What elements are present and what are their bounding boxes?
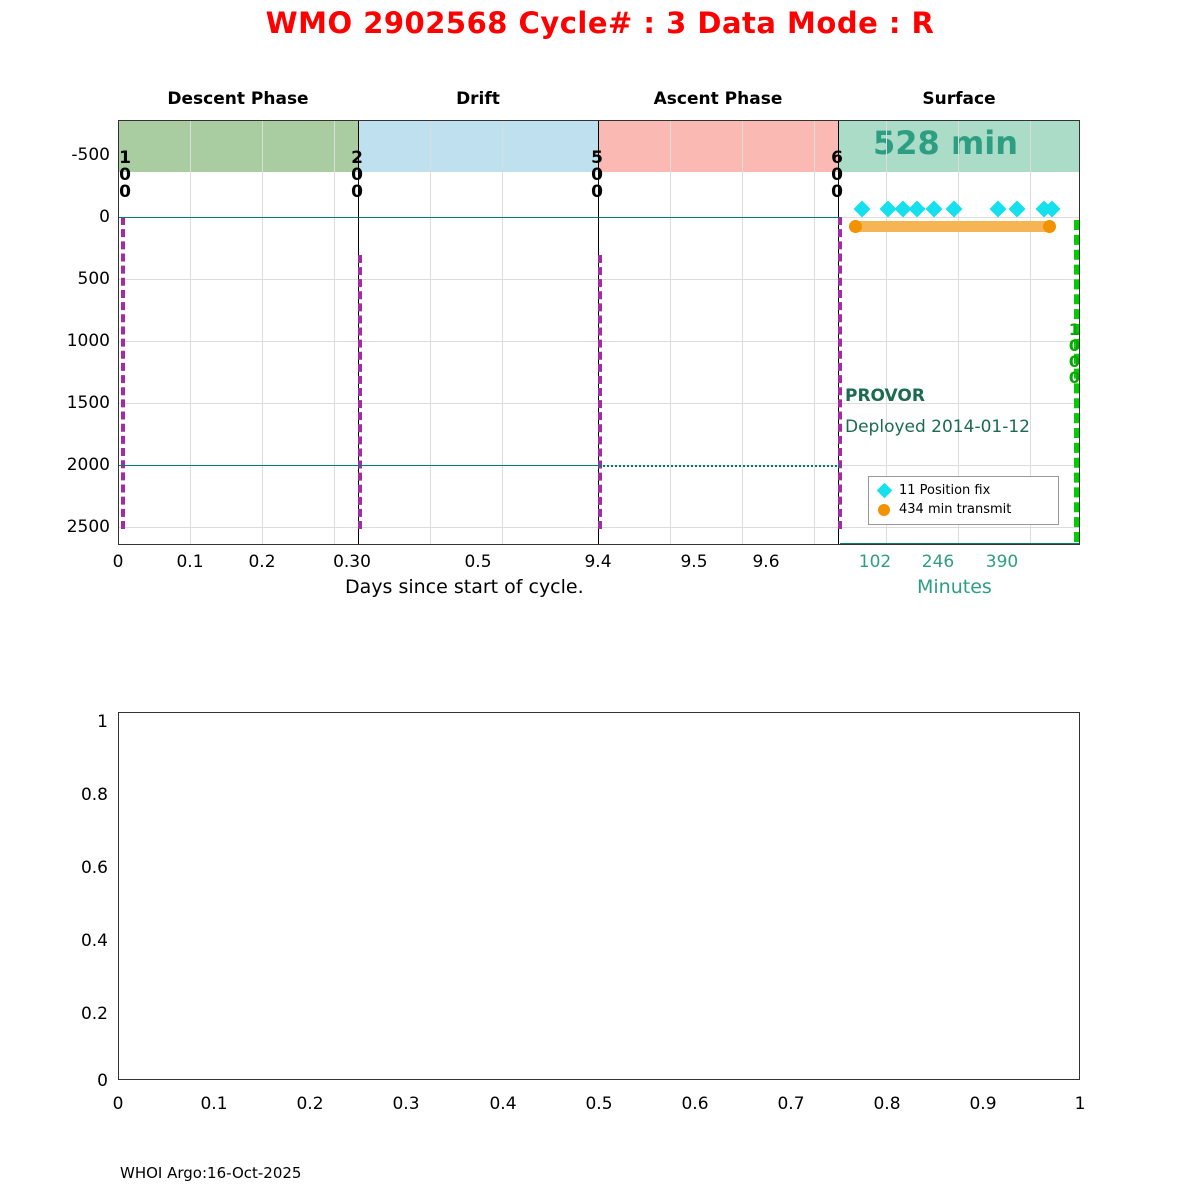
y-tick-label: 2500 <box>66 517 110 537</box>
vertical-marker-label-100: 100 <box>115 148 135 199</box>
minutes-tick-label: 102 <box>858 552 892 572</box>
y-tick-label: 0 <box>99 207 110 227</box>
vertical-marker-label-200: 200 <box>347 148 367 199</box>
bottom-y-tick-label: 0 <box>97 1071 108 1091</box>
bottom-x-tick-label: 0.5 <box>585 1094 613 1114</box>
x-tick-label: 0.2 <box>248 552 276 572</box>
x-tick-label: 9.6 <box>752 552 780 572</box>
green-vertical-label: 1000 <box>1065 320 1084 384</box>
bottom-x-tick-label: 0.2 <box>296 1094 324 1114</box>
minutes-axis-title: Minutes <box>917 576 992 598</box>
bottom-y-tick-label: 0.4 <box>80 931 108 951</box>
x-tick-label: 0.1 <box>176 552 204 572</box>
float-type-label: PROVOR <box>845 386 925 406</box>
bottom-x-tick-label: 0.9 <box>969 1094 997 1114</box>
secondary-empty-chart <box>118 712 1080 1080</box>
x-tick-label: 0 <box>112 552 124 572</box>
bottom-x-tick-label: 0.7 <box>777 1094 805 1114</box>
minutes-tick-label: 246 <box>921 552 955 572</box>
bottom-y-tick-label: 1 <box>97 712 108 732</box>
x-tick-label: 9.4 <box>584 552 612 572</box>
cycle-timeline-chart <box>115 89 1084 545</box>
bottom-x-tick-label: 1 <box>1074 1094 1086 1114</box>
vertical-marker-label-600: 600 <box>827 148 847 199</box>
phase-label-descent: Descent Phase <box>167 89 309 109</box>
y-tick-label: 1500 <box>66 393 110 413</box>
legend-label: 11 Position fix <box>899 483 991 498</box>
x-axis-title: Days since start of cycle. <box>345 576 584 598</box>
bottom-x-tick-label: 0.6 <box>681 1094 709 1114</box>
y-tick-label: 2000 <box>66 455 110 475</box>
deployment-date-label: Deployed 2014-01-12 <box>845 417 1030 437</box>
legend-label: 434 min transmit <box>899 502 1012 517</box>
bottom-y-tick-label: 0.2 <box>80 1004 108 1024</box>
bottom-x-tick-label: 0.8 <box>873 1094 901 1114</box>
x-tick-label: 0.30 <box>333 552 371 572</box>
y-tick-label: 1000 <box>66 331 110 351</box>
minutes-tick-label: 390 <box>985 552 1019 572</box>
y-tick-label: 500 <box>77 269 110 289</box>
bottom-x-tick-label: 0.3 <box>392 1094 420 1114</box>
axis-frame <box>115 120 1084 545</box>
x-tick-label: 9.5 <box>680 552 708 572</box>
phase-label-drift: Drift <box>456 89 500 109</box>
phase-label-ascent: Ascent Phase <box>653 89 783 109</box>
bottom-x-tick-label: 0.4 <box>489 1094 517 1114</box>
page-title: WMO 2902568 Cycle# : 3 Data Mode : R <box>265 6 935 40</box>
axis-frame-top <box>118 120 1080 121</box>
axis-frame-right <box>1079 120 1080 545</box>
bottom-x-tick-label: 0.1 <box>200 1094 228 1114</box>
bottom-y-tick-label: 0.6 <box>80 858 108 878</box>
bottom-x-tick-label: 0 <box>112 1094 124 1114</box>
bottom-y-tick-label: 0.8 <box>80 785 108 805</box>
footer-credit: WHOI Argo:16-Oct-2025 <box>120 1164 302 1182</box>
x-tick-label: 0.5 <box>464 552 492 572</box>
vertical-marker-label-500: 500 <box>587 148 607 199</box>
y-tick-label: -500 <box>71 145 110 165</box>
surface-time-label: 528 min <box>873 124 1019 162</box>
phase-label-surface: Surface <box>922 89 996 109</box>
